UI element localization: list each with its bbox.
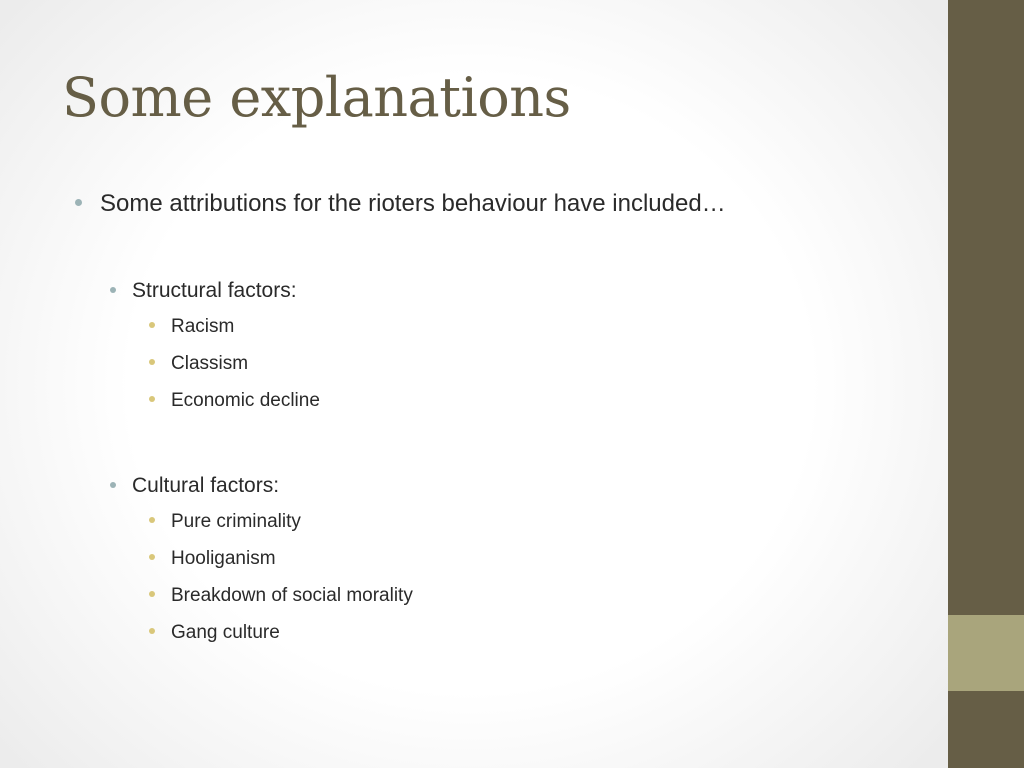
list-item: [149, 577, 932, 614]
list-item-text: Hooliganism: [171, 548, 276, 569]
list-item: [149, 540, 932, 577]
bullet-icon: [149, 591, 155, 597]
list-item: [149, 503, 932, 540]
list-item-text: Racism: [171, 316, 235, 337]
slide-body: [72, 186, 932, 651]
intro-text: Some attributions for the rioters behaviour have included…: [100, 190, 726, 217]
decorative-sidebar-accent: [948, 615, 1024, 691]
section-heading-text: Structural factors:: [132, 279, 297, 302]
bullet-icon: [149, 396, 155, 402]
section-heading-cultural: [110, 469, 932, 503]
bullet-icon: [149, 322, 155, 328]
section-heading-structural: [110, 274, 932, 308]
slide-title: Some explanations: [62, 66, 571, 129]
bullet-icon: [149, 517, 155, 523]
list-item-text: Breakdown of social morality: [171, 585, 413, 606]
bullet-icon: [75, 199, 82, 206]
list-item-text: Gang culture: [171, 622, 280, 643]
bullet-icon: [149, 554, 155, 560]
list-item-text: Classism: [171, 353, 249, 374]
list-item: [149, 308, 932, 345]
list-item: [149, 382, 932, 419]
list-item-text: Economic decline: [171, 390, 320, 411]
bullet-icon: [149, 628, 155, 634]
section-heading-text: Cultural factors:: [132, 474, 280, 497]
intro-bullet: [75, 186, 932, 222]
bullet-icon: [110, 287, 116, 293]
list-item: [149, 345, 932, 382]
list-item: [149, 614, 932, 651]
bullet-icon: [110, 482, 116, 488]
bullet-icon: [149, 359, 155, 365]
list-item-text: Pure criminality: [171, 511, 301, 532]
